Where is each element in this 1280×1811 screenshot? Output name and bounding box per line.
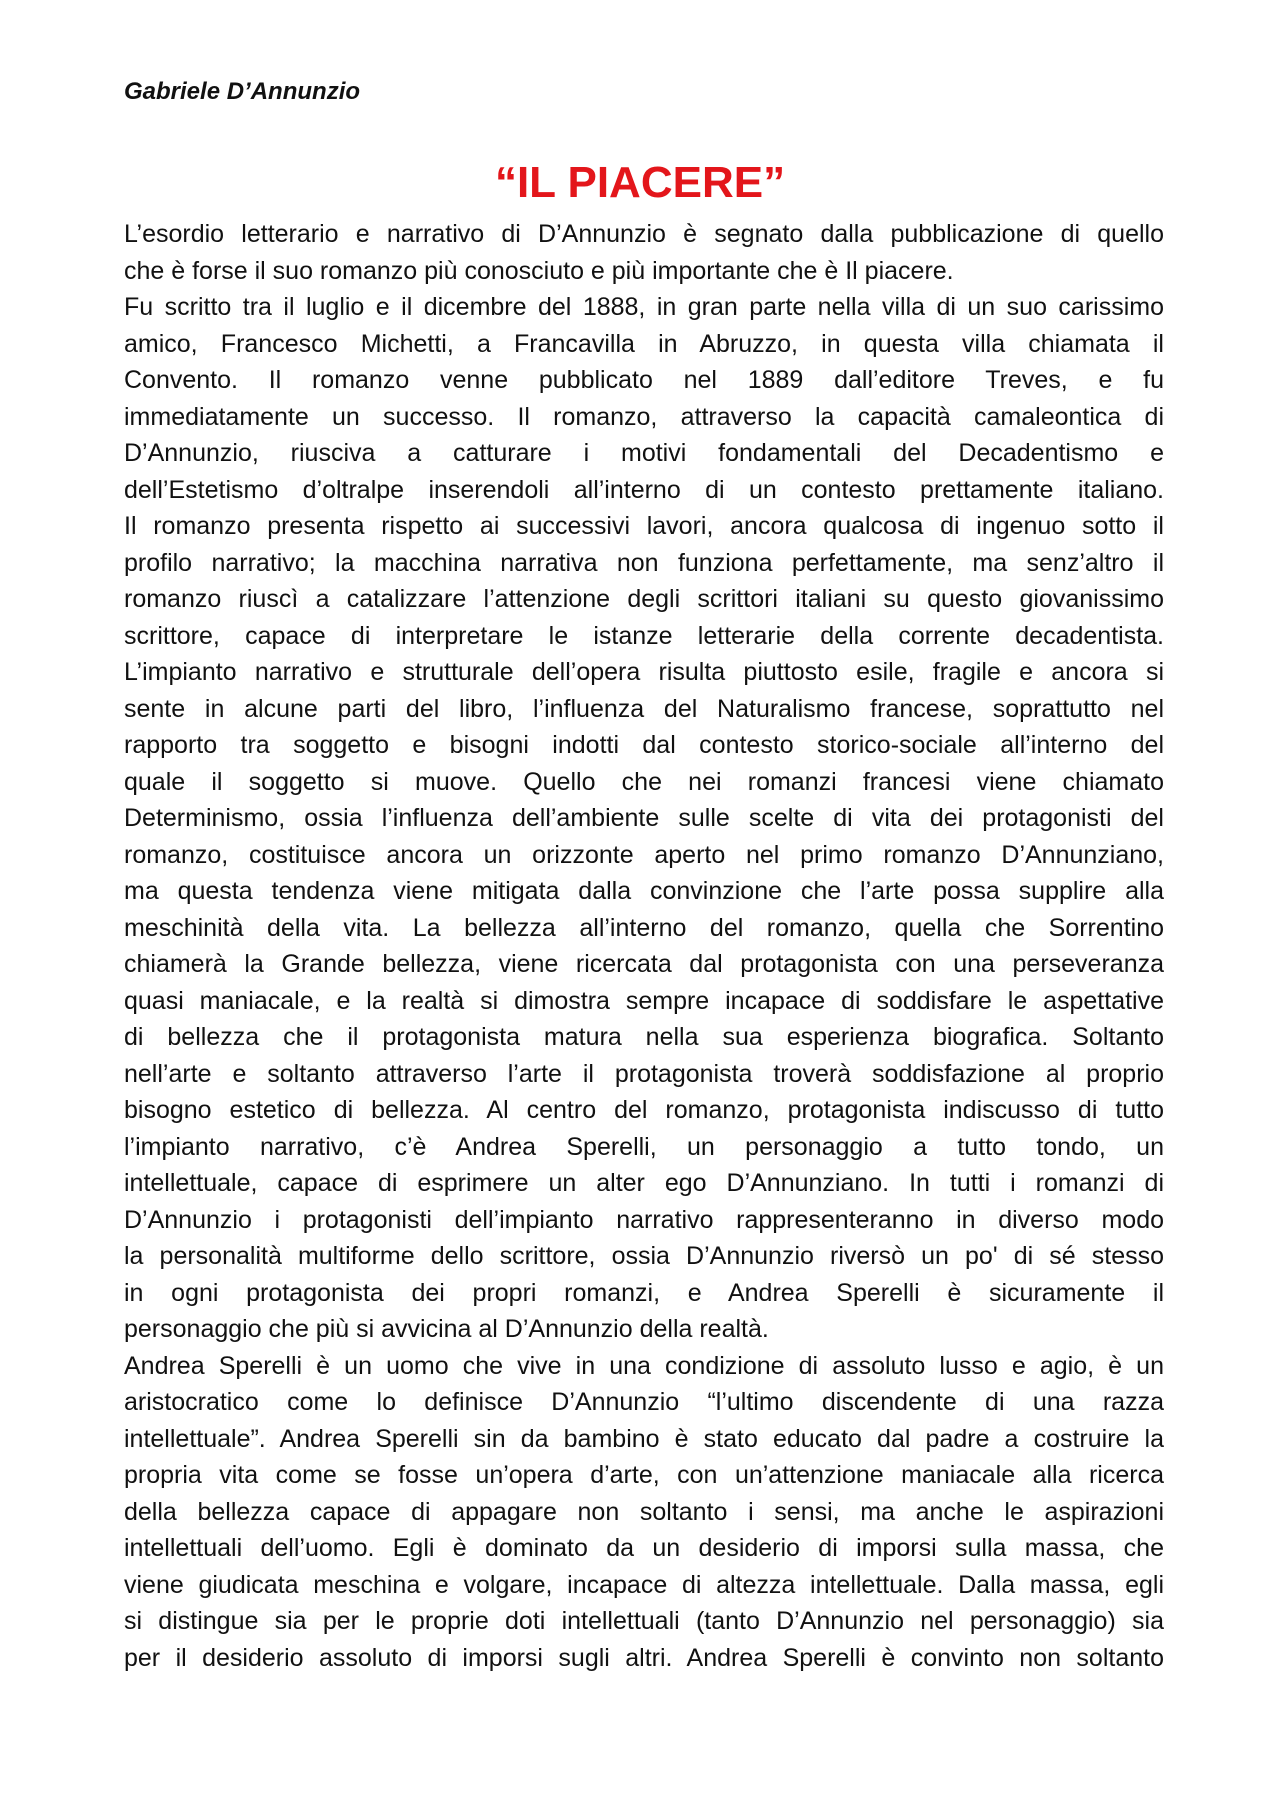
text-line: intellettuale”. Andrea Sperelli sin da bambino è stato educato dal padre a costruire la	[124, 1424, 1164, 1453]
text-line: amico, Francesco Michetti, a Francavilla in Abruzzo, in questa villa chiamata il	[124, 329, 1164, 358]
text-line: D’Annunzio, riusciva a catturare i motivi fondamentali del Decadentismo e	[124, 439, 1164, 467]
text-line: Convento. Il romanzo venne pubblicato nel 1889 dall’editore Treves, e fu	[124, 366, 1164, 394]
text-line: Determinismo, ossia l’influenza dell’ambiente sulle scelte di vita dei protagonisti del	[124, 804, 1164, 832]
text-line: Andrea Sperelli è un uomo che vive in una condizione di assoluto lusso e agio, è un	[124, 1351, 1164, 1380]
text-line: quasi maniacale, e la realtà si dimostra sempre incapace di soddisfare le aspettative	[124, 986, 1164, 1015]
text-line: dell’Estetismo d’oltralpe inserendoli all’interno di un contesto prettamente italiano.	[124, 475, 1164, 504]
text-line: profilo narrativo; la macchina narrativa non funziona perfettamente, ma senz’altro il	[124, 548, 1164, 577]
text-line: Il romanzo presenta rispetto ai successivi lavori, ancora qualcosa di ingenuo sotto il	[124, 512, 1164, 540]
text-line: scrittore, capace di interpretare le istanze letterarie della corrente decadentista.	[124, 621, 1164, 650]
text-line: L’esordio letterario e narrativo di D’Annunzio è segnato dalla pubblicazione di quello	[124, 220, 1164, 248]
text-line: meschinità della vita. La bellezza all’interno del romanzo, quella che Sorrentino	[124, 913, 1164, 942]
text-line: per il desiderio assoluto di imporsi sugli altri. Andrea Sperelli è convinto non soltanto	[124, 1643, 1164, 1672]
text-line: chiamerà la Grande bellezza, viene ricercata dal protagonista con una perseveranza	[124, 950, 1164, 978]
text-line: personaggio che più si avvicina al D’Annunzio della realtà.	[124, 1315, 769, 1343]
text-line: aristocratico come lo definisce D’Annunzio “l’ultimo discendente di una razza	[124, 1388, 1164, 1416]
text-line: che è forse il suo romanzo più conosciuto e più importante che è Il piacere.	[124, 256, 954, 285]
text-line: D’Annunzio i protagonisti dell’impianto narrativo rappresenteranno in diverso modo	[124, 1205, 1164, 1234]
text-line: in ogni protagonista dei propri romanzi, e Andrea Sperelli è sicuramente il	[124, 1278, 1164, 1307]
text-line: la personalità multiforme dello scrittore, ossia D’Annunzio riversò un po' di sé stesso	[124, 1242, 1164, 1270]
text-line: bisogno estetico di bellezza. Al centro del romanzo, protagonista indiscusso di tutto	[124, 1096, 1164, 1124]
author-name: Gabriele D’Annunzio	[124, 78, 361, 105]
text-line: propria vita come se fosse un’opera d’arte, con un’attenzione maniacale alla ricerca	[124, 1461, 1164, 1489]
text-line: romanzo riuscì a catalizzare l’attenzione degli scrittori italiani su questo giovanissimo	[124, 585, 1164, 613]
text-line: romanzo, costituisce ancora un orizzonte aperto nel primo romanzo D’Annunziano,	[124, 840, 1164, 869]
text-line: della bellezza capace di appagare non soltanto i sensi, ma anche le aspirazioni	[124, 1497, 1164, 1526]
text-line: sente in alcune parti del libro, l’influenza del Naturalismo francese, soprattutto nel	[124, 694, 1164, 723]
text-line: intellettuale, capace di esprimere un alter ego D’Annunziano. In tutti i romanzi di	[124, 1169, 1164, 1197]
text-line: quale il soggetto si muove. Quello che nei romanzi francesi viene chiamato	[124, 767, 1164, 796]
text-line: immediatamente un successo. Il romanzo, attraverso la capacità camaleontica di	[124, 402, 1164, 431]
text-line: L’impianto narrativo e strutturale dell’opera risulta piuttosto esile, fragile e ancora si	[124, 658, 1164, 686]
text-line: nell’arte e soltanto attraverso l’arte il protagonista troverà soddisfazione al proprio	[124, 1059, 1164, 1088]
text-line: Fu scritto tra il luglio e il dicembre del 1888, in gran parte nella villa di un suo carissimo	[124, 293, 1164, 321]
body-text	[124, 216, 1164, 1676]
text-line: l’impianto narrativo, c’è Andrea Sperelli, un personaggio a tutto tondo, un	[124, 1132, 1164, 1161]
text-line: di bellezza che il protagonista matura nella sua esperienza biografica. Soltanto	[124, 1023, 1164, 1051]
document-title: “IL PIACERE”	[494, 158, 786, 207]
text-line: intellettuali dell’uomo. Egli è dominato da un desiderio di imporsi sulla massa, che	[124, 1534, 1164, 1562]
text-line: ma questa tendenza viene mitigata dalla convinzione che l’arte possa supplire alla	[124, 877, 1164, 905]
text-line: si distingue sia per le proprie doti intellettuali (tanto D’Annunzio nel personaggio) sia	[124, 1607, 1164, 1635]
text-line: rapporto tra soggetto e bisogni indotti dal contesto storico-sociale all’interno del	[124, 731, 1164, 759]
text-line: viene giudicata meschina e volgare, incapace di altezza intellettuale. Dalla massa, egli	[124, 1570, 1164, 1599]
